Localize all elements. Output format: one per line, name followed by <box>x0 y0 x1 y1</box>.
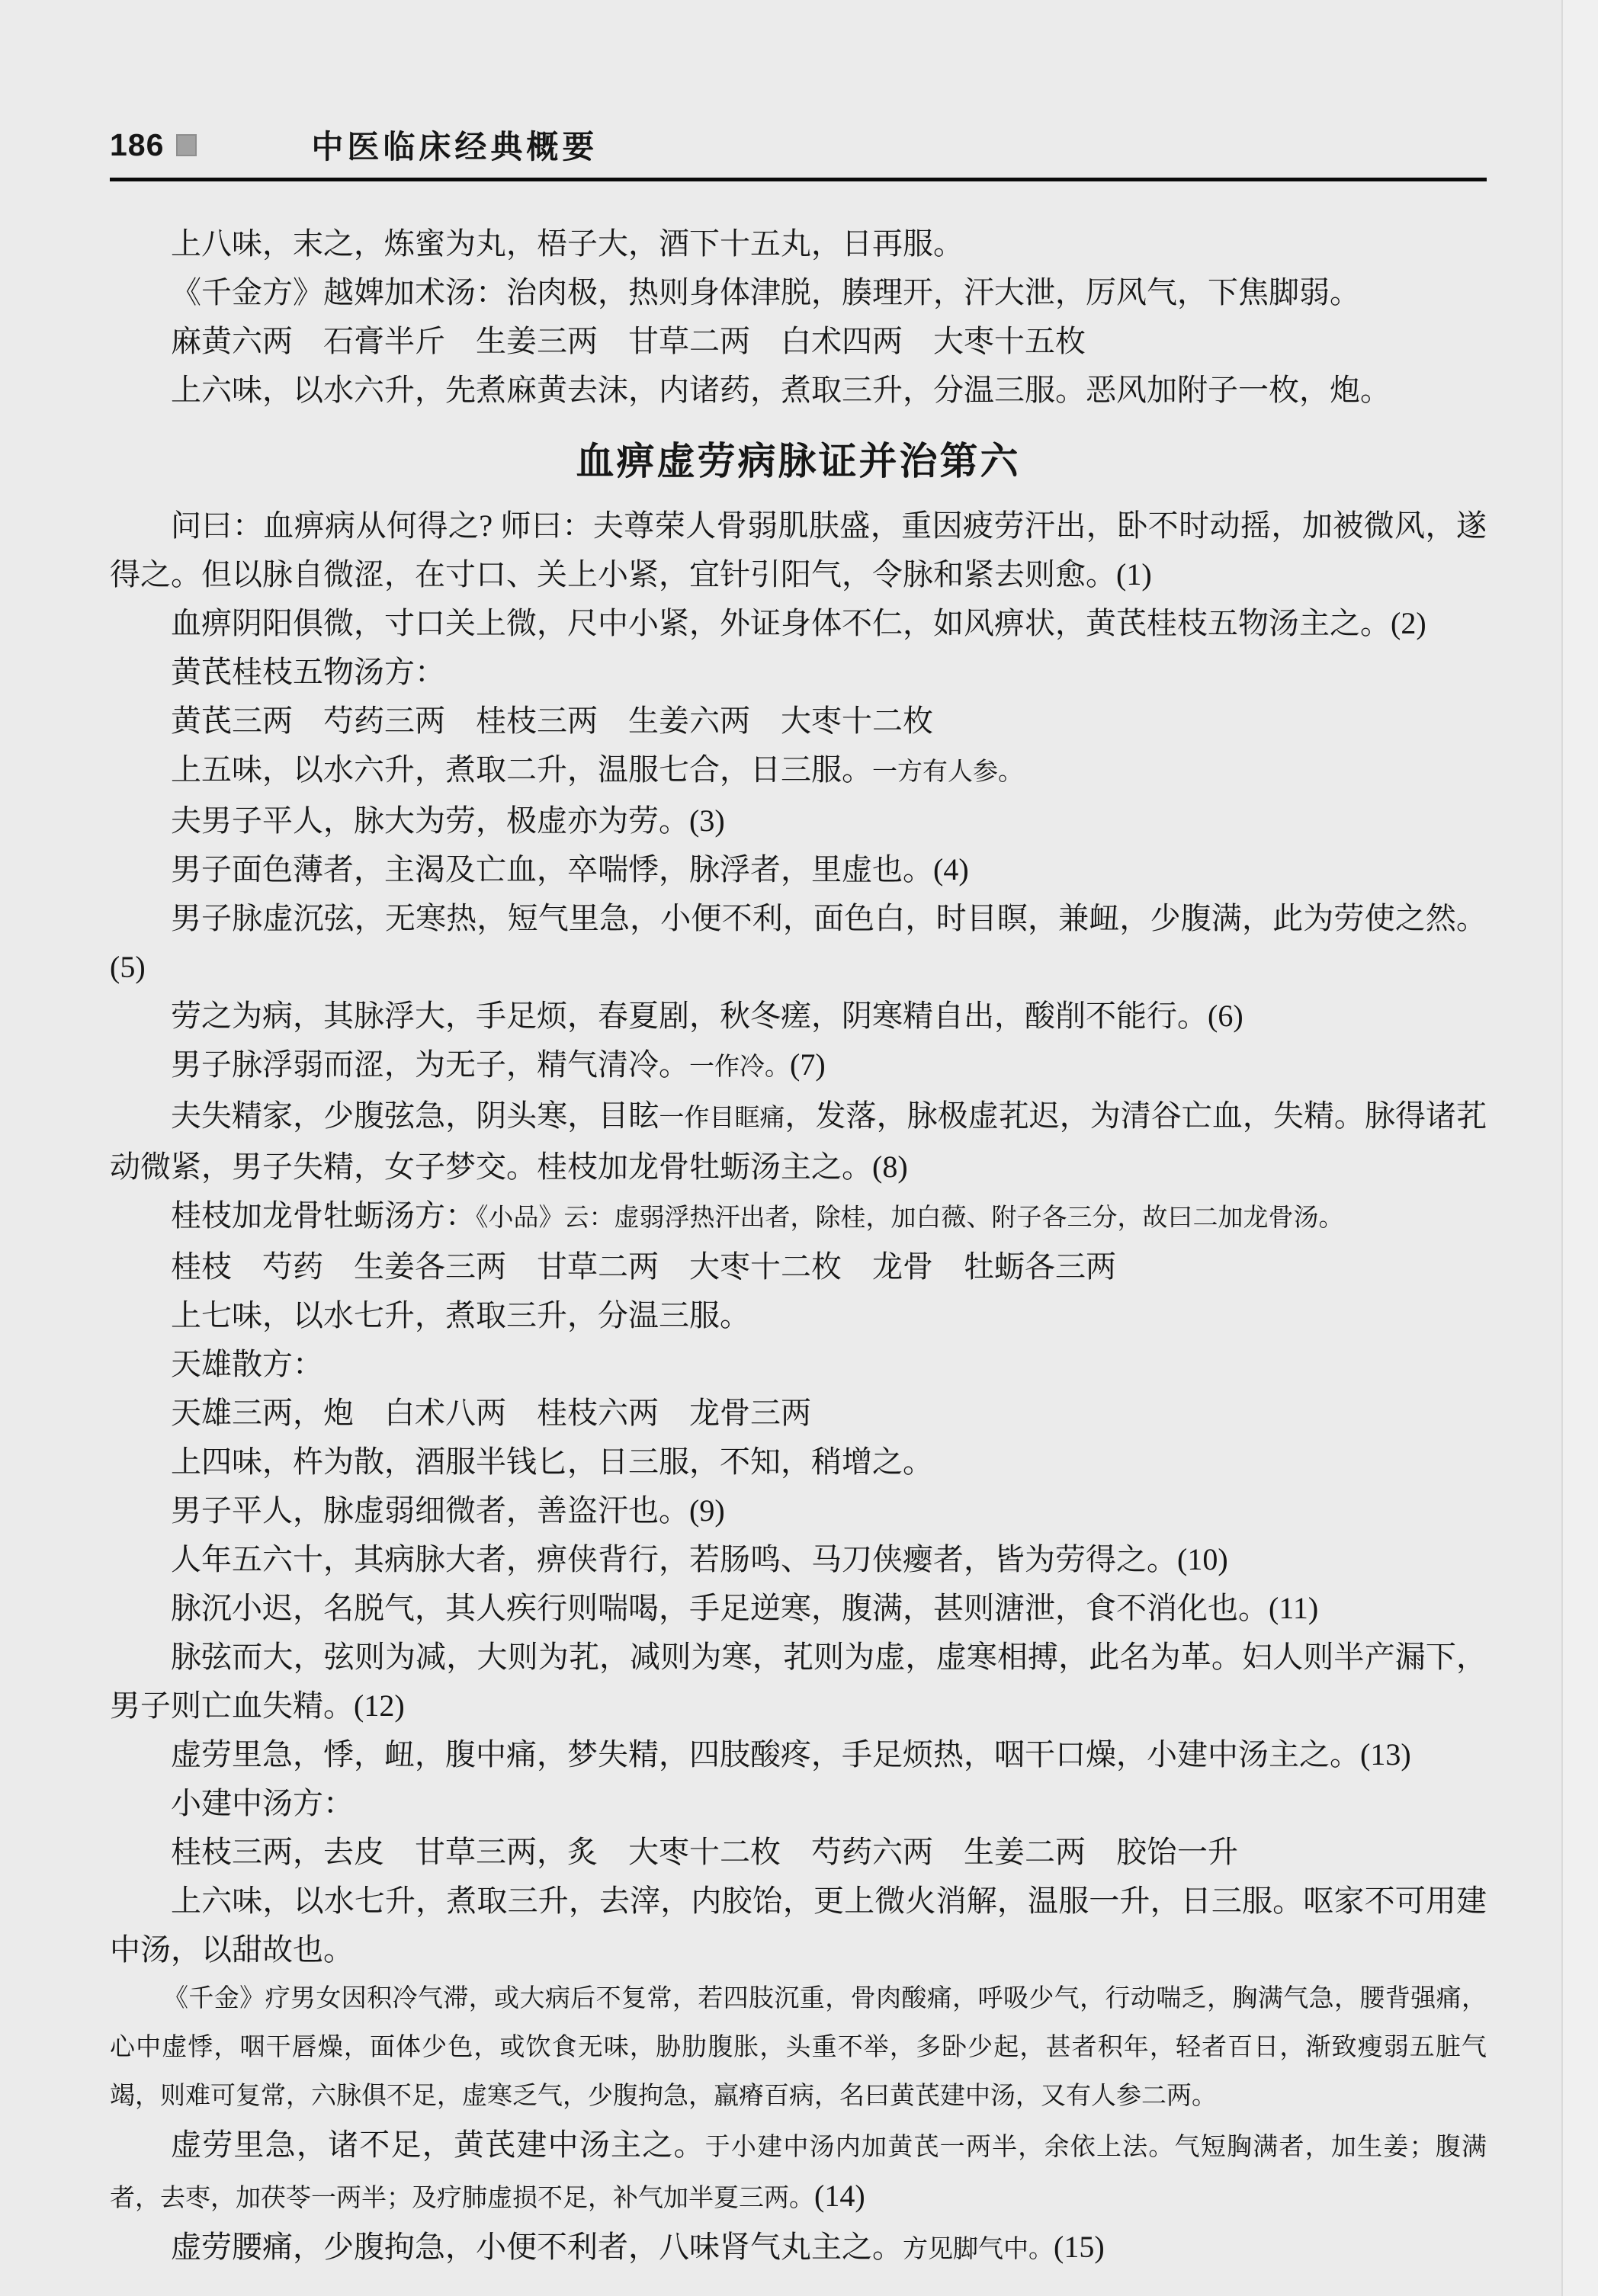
section-marker-icon <box>176 134 197 156</box>
paragraph <box>110 366 1487 415</box>
paragraph <box>110 1438 1487 1486</box>
text-run: 男子脉虚沉弦，无寒热，短气里急，小便不利，面色白，时目瞑，兼衄，少腹满，此为劳使之然。(5) <box>110 901 1487 984</box>
page-number: 186 <box>110 127 165 162</box>
paragraph <box>110 746 1487 797</box>
text-run: 上四味，杵为散，酒服半钱匕，日三服，不知，稍增之。 <box>171 1445 933 1479</box>
text-run: 天雄散方： <box>171 1347 323 1381</box>
text-run: 于小建中汤内加黄芪一两半，余依上法。气短胸满者，加生姜；腹满者，去枣，加茯苓一两半；及疗肺虚损不足，补气加半夏三两。 <box>110 2134 1487 2212</box>
paragraph <box>110 1584 1487 1633</box>
text-run: 脉弦而大，弦则为减，大则为芤，减则为寒，芤则为虚，虚寒相搏，此名为革。妇人则半产漏下，男子则亡血失精。(12) <box>110 1640 1487 1723</box>
text-run: (7) <box>790 1047 826 1082</box>
text-run: (14) <box>814 2179 865 2213</box>
text-run: 上六味，以水七升，煮取三升，去滓，内胶饴，更上微火消解，温服一升，日三服。呕家不可用建中汤，以甜故也。 <box>110 1884 1487 1967</box>
paragraph <box>110 2223 1487 2274</box>
text-run: 桂枝加龙骨牡蛎汤方： <box>171 1198 476 1233</box>
text-run: 男子面色薄者，主渴及亡血，卒喘悸，脉浮者，里虚也。(4) <box>171 852 969 887</box>
paragraph <box>110 648 1487 697</box>
paragraph <box>110 697 1487 746</box>
text-run: 虚劳里急，诸不足，黄芪建中汤主之。 <box>171 2128 705 2162</box>
paragraph <box>110 845 1487 894</box>
paragraph <box>110 1041 1487 1092</box>
text-run: 一方有人参。 <box>872 758 1023 786</box>
text-run: 劳之为病，其脉浮大，手足烦，春夏剧，秋冬瘥，阴寒精自出，酸削不能行。(6) <box>171 999 1243 1033</box>
paragraph <box>110 1535 1487 1584</box>
text-run: ，发落，脉极虚芤迟，为清谷亡血，失精。脉得诸芤动微紧，男子失精，女子梦交。桂枝加龙骨牡蛎汤主之。(8) <box>110 1098 1487 1184</box>
paragraph <box>110 1243 1487 1291</box>
paragraph <box>110 1877 1487 1974</box>
text-run: 脉沉小迟，名脱气，其人疾行则喘喝，手足逆寒，腹满，甚则溏泄，食不消化也。(11) <box>171 1591 1319 1625</box>
text-run: 黄芪桂枝五物汤方： <box>171 655 445 689</box>
paragraph <box>110 317 1487 366</box>
text-run: 小建中汤方： <box>171 1786 354 1820</box>
text-run: 人年五六十，其病脉大者，痹侠背行，若肠鸣、马刀侠瘿者，皆为劳得之。(10) <box>171 1542 1228 1576</box>
text-run: 夫男子平人，脉大为劳，极虚亦为劳。(3) <box>171 803 725 838</box>
text-run: 上七味，以水七升，煮取三升，分温三服。 <box>171 1298 750 1332</box>
paragraph <box>110 1633 1487 1730</box>
paragraph <box>110 1291 1487 1340</box>
text-run: 问曰：血痹病从何得之? 师曰：夫尊荣人骨弱肌肤盛，重因疲劳汗出，卧不时动摇，加被微风，遂得之。但以脉自微涩，在寸口、关上小紧，宜针引阳气，令脉和紧去则愈。(1) <box>110 508 1487 592</box>
paragraph <box>110 1389 1487 1438</box>
text-run: 男子脉浮弱而涩，为无子，精气清冷。 <box>171 1047 689 1082</box>
paragraph <box>110 1191 1487 1243</box>
paragraph <box>110 992 1487 1041</box>
text-run: 一作冷。 <box>689 1053 790 1081</box>
paragraph <box>110 502 1487 599</box>
paragraph <box>110 599 1487 648</box>
paragraph <box>110 1340 1487 1389</box>
text-run: 黄芪三两 芍药三两 桂枝三两 生姜六两 大枣十二枚 <box>171 704 933 738</box>
paragraph <box>110 1974 1487 2121</box>
page-edge-shade <box>1563 0 1598 2296</box>
running-head <box>110 122 1487 168</box>
header-rule <box>110 178 1487 181</box>
paragraph <box>110 1779 1487 1828</box>
text-run: 上八味，末之，炼蜜为丸，梧子大，酒下十五丸，日再服。 <box>171 226 964 261</box>
section-heading: 血痹虚劳病脉证并治第六 <box>576 440 1021 483</box>
text-run: 《小品》云：虚弱浮热汗出者，除桂，加白薇、附子各三分，故曰二加龙骨汤。 <box>476 1204 1344 1232</box>
text-run: 《千金》疗男女因积冷气滞，或大病后不复常，若四肢沉重，骨肉酸痛，呼吸少气，行动喘乏，胸满气急，腰背强痛，心中虚悸，咽干唇燥，面体少色，或饮食无味，胁肋腹胀，头重不举，多卧少起，甚者积年，轻者百日，渐致瘦弱五脏气竭，则难可复常，六脉俱不足，虚寒乏气，少腹拘急，羸瘠百病，名曰黄芪建中汤，又有人参二两。 <box>110 1985 1487 2110</box>
paragraph <box>110 1828 1487 1877</box>
text-run: 一作目眶痛 <box>659 1105 785 1132</box>
text-run: 男子平人，脉虚弱细微者，善盗汗也。(9) <box>171 1493 725 1528</box>
paragraph <box>110 220 1487 268</box>
text-run: 血痹阴阳俱微，寸口关上微，尺中小紧，外证身体不仁，如风痹状，黄芪桂枝五物汤主之。(2) <box>171 606 1426 640</box>
text-run: 《千金方》越婢加术汤：治肉极，热则身体津脱，腠理开，汗大泄，厉风气，下焦脚弱。 <box>171 275 1360 309</box>
paragraph <box>110 797 1487 845</box>
text-run: (15) <box>1054 2230 1105 2264</box>
page-content <box>110 220 1487 2274</box>
text-run: 虚劳里急，悸，衄，腹中痛，梦失精，四肢酸疼，手足烦热，咽干口燥，小建中汤主之。(13) <box>171 1737 1411 1772</box>
paragraph <box>110 268 1487 317</box>
book-title: 中医临床经典概要 <box>311 129 598 165</box>
paragraph <box>110 894 1487 992</box>
text-run: 天雄三两，炮 白术八两 桂枝六两 龙骨三两 <box>171 1396 811 1430</box>
text-run: 方见脚气中。 <box>903 2236 1054 2263</box>
paragraph <box>110 1730 1487 1779</box>
text-run: 麻黄六两 石膏半斤 生姜三两 甘草二两 白术四两 大枣十五枚 <box>171 324 1086 358</box>
text-run: 桂枝 芍药 生姜各三两 甘草二两 大枣十二枚 龙骨 牡蛎各三两 <box>171 1249 1116 1284</box>
paragraph <box>110 2121 1487 2223</box>
paragraph <box>110 1092 1487 1191</box>
text-run: 桂枝三两，去皮 甘草三两，炙 大枣十二枚 芍药六两 生姜二两 胶饴一升 <box>171 1835 1238 1869</box>
text-run: 上五味，以水六升，煮取二升，温服七合，日三服。 <box>171 752 872 787</box>
text-run: 夫失精家，少腹弦急，阴头寒，目眩 <box>171 1098 659 1133</box>
text-run: 上六味，以水六升，先煮麻黄去沫，内诸药，煮取三升，分温三服。恶风加附子一枚，炮。 <box>171 373 1391 407</box>
paragraph <box>110 1486 1487 1535</box>
text-run: 虚劳腰痛，少腹拘急，小便不利者，八味肾气丸主之。 <box>171 2230 903 2264</box>
